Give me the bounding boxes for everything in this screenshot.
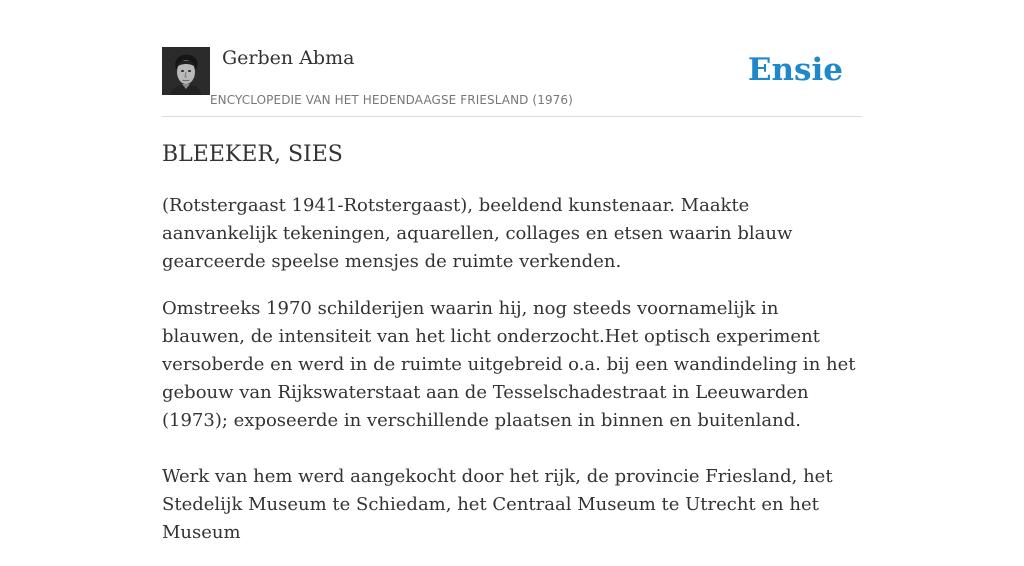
author-photo-icon	[162, 47, 210, 95]
article-body	[162, 192, 862, 566]
ensie-logo[interactable]: Ensie	[747, 52, 843, 88]
article-header	[162, 46, 862, 117]
author-name[interactable]: Gerben Abma	[222, 47, 355, 69]
article-paragraph: (Rotstergaast 1941-Rotstergaast), beeldend kunstenaar. Maakte aanvankelijk tekeningen, aquarellen, collages en etsen waarin blauw gearceerde speelse mensjes de ruimte verkenden.	[162, 195, 793, 272]
article-paragraph: Omstreeks 1970 schilderijen waarin hij, nog steeds voornamelijk in blauwen, de intensiteit van het licht onderzocht.Het optisch experiment versoberde en werd in de ruimte uitgebreid o.a. bij een wandindeling in het gebouw van Rijkswaterstaat aan de Tesselschadestraat in Leeuwarden (1973); exposeerde in verschillende plaatsen in binnen en buitenland. Werk van hem werd aangekocht door het rijk, de provincie Friesland, het Stedelijk Museum te Schiedam, het Centraal Museum te Utrecht en het Museum	[162, 298, 856, 543]
author-avatar[interactable]	[162, 47, 210, 95]
source-label[interactable]: ENCYCLOPEDIE VAN HET HEDENDAAGSE FRIESLAND (1976)	[210, 93, 573, 107]
article-title: BLEEKER, SIES	[162, 142, 343, 167]
